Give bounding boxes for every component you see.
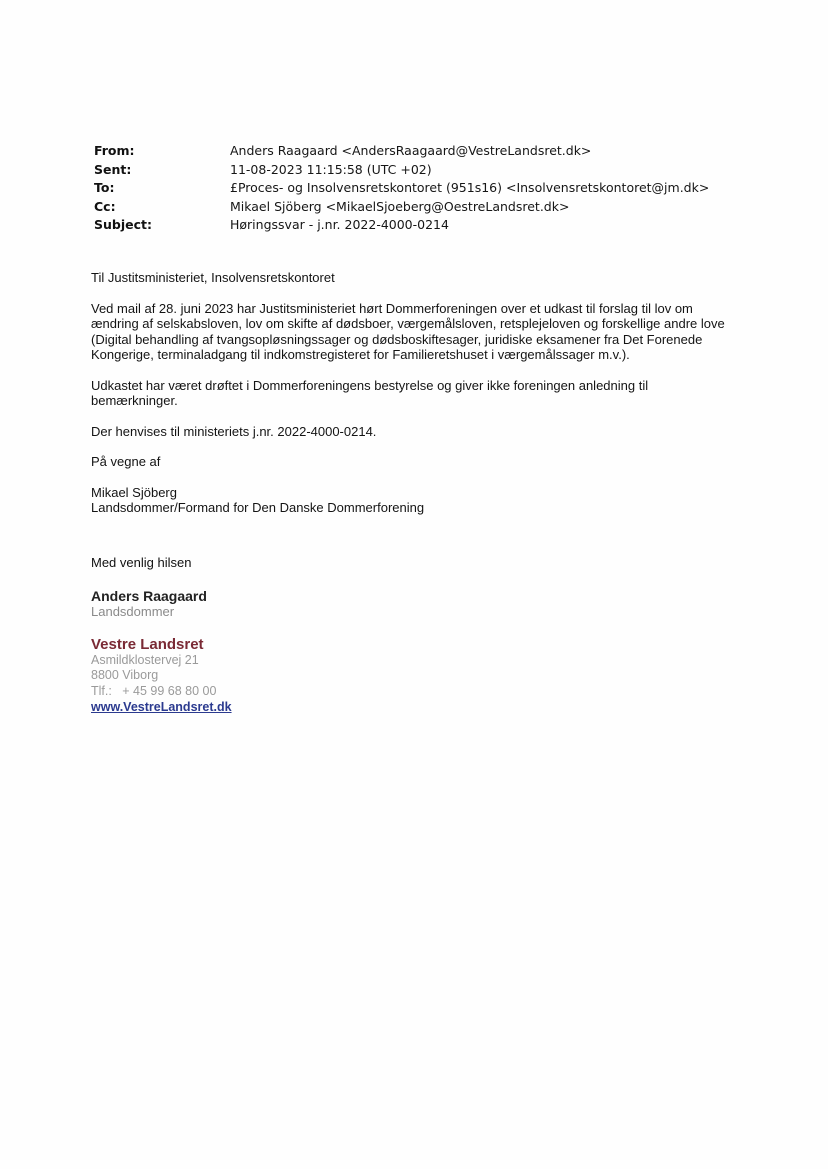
salutation: Til Justitsministeriet, Insolvensretskontoret [91,270,335,285]
closing-text: Med venlig hilsen [91,555,192,570]
paragraph-3: Der henvises til ministeriets j.nr. 2022-4000-0214. [91,423,377,439]
signer-name: Mikael Sjöberg [91,484,177,500]
website-link[interactable]: www.VestreLandsret.dk [91,700,232,714]
sender-title: Landsdommer [91,604,175,619]
cc-label: Cc: [94,198,116,214]
email-body [91,270,731,516]
sent-row [94,161,774,180]
city-line: 8800 Viborg [91,668,159,682]
on-behalf-text: På vegne af [91,454,161,469]
to-label: To: [94,180,115,195]
from-value: Anders Raagaard <AndersRaagaard@VestreLandsret.dk> [230,143,592,158]
cc-row [94,198,774,217]
to-row [94,179,774,198]
phone-line: Tlf.: + 45 99 68 80 00 [91,683,217,698]
to-value: £Proces- og Insolvensretskontoret (951s16) <Insolvensretskontoret@jm.dk> [230,180,710,195]
subject-value: Høringssvar - j.nr. 2022-4000-0214 [230,217,449,232]
cc-value: Mikael Sjöberg <MikaelSjoeberg@OestreLandsret.dk> [230,198,570,214]
from-label: From: [94,143,135,158]
from-row [94,142,774,161]
subject-label: Subject: [94,217,152,232]
sender-name: Anders Raagaard [91,587,207,604]
paragraph-2: Udkastet har været drøftet i Dommerforeningens bestyrelse og giver ikke foreningen anledning til bemærkninger. [91,377,649,408]
sent-value: 11-08-2023 11:15:58 (UTC +02) [230,161,432,177]
sent-label: Sent: [94,161,132,177]
organization-name: Vestre Landsret [91,635,204,653]
email-signature [91,555,491,716]
address-line: Asmildklostervej 21 [91,652,199,667]
paragraph-1: Ved mail af 28. juni 2023 har Justitsministeriet hørt Dommerforeningen over et udkast til forslag til lov om ændring af selskabsloven, lov om skifte af dødsboer, værgemålsloven, retsplejeloven og forskellige andre love (Digital behandling af tvangsopløsningssager og dødsboskiftesager, juridiske eksamener fra Det Forenede Kongerige, terminaladgang til indkomstregisteret for Familieretshuset i værgemålssager m.v.). [91,300,725,362]
email-header [94,142,774,235]
signer-title: Landsdommer/Formand for Den Danske Dommerforening [91,500,425,515]
subject-row [94,216,774,235]
